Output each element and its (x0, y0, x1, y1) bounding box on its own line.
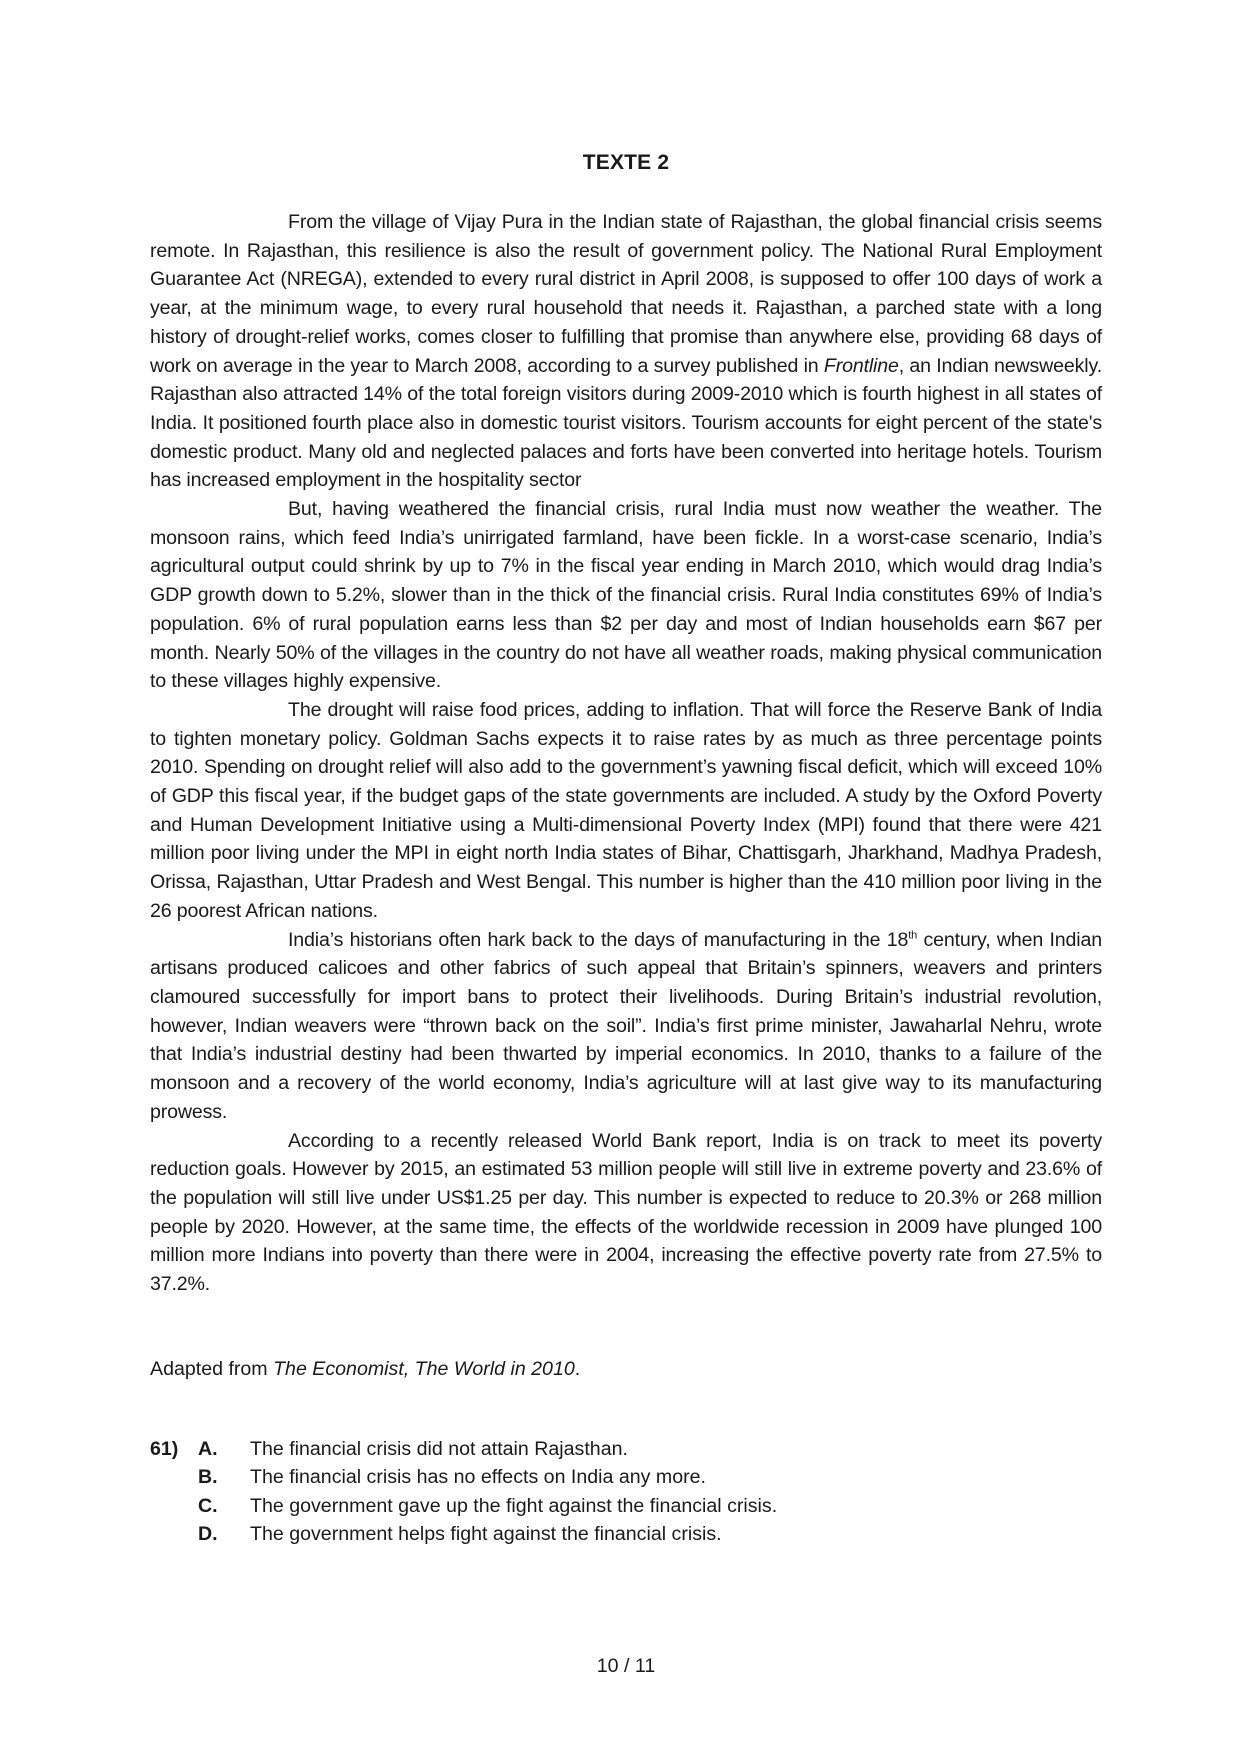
question-option-d (150, 1520, 1102, 1548)
option-letter: A. (198, 1438, 218, 1460)
paragraph-1-text-continued: , an Indian newsweekly. Rajasthan also attracted 14% of the total foreign visitors during 2009-2010 which is fourth highest in all states of India. It positioned fourth place also in domestic tourist visitors. Tourism accounts for eight percent of the state's domestic product. Many old and neglected palaces and forts have been converted into heritage hotels. Tourism has increased employment in the hospitality sector (150, 354, 1102, 492)
paragraph-4-text-continued: century, when Indian artisans produced calicoes and other fabrics of such appeal that Britain’s spinners, weavers and printers clamoured successfully for import bans to protect their livelihoods. During Britain’s industrial revolution, however, Indian weavers were “thrown back on the soil”. India’s first prime minister, Jawaharlal Nehru, wrote that India’s industrial destiny had been thwarted by imperial economics. In 2010, thanks to a failure of the monsoon and a recovery of the world economy, India’s agriculture will at last give way to its manufacturing prowess. (150, 928, 1102, 1123)
option-text: The financial crisis has no effects on India any more. (250, 1466, 706, 1489)
option-letter: C. (198, 1494, 218, 1517)
page-title: TEXTE 2 (582, 151, 670, 174)
source-publication: The Economist, The World in 2010 (273, 1358, 575, 1380)
source-prefix: Adapted from (150, 1358, 274, 1380)
article-body (150, 208, 1102, 1299)
source-suffix: . (574, 1358, 581, 1380)
source-citation (150, 1355, 580, 1383)
paragraph-5: According to a recently released World Bank report, India is on track to meet its poverty reduction goals. However by 2015, an estimated 53 million people will still live in extreme poverty and 23.6% of the population will still live under US$1.25 per day. This number is expected to reduce to 20.3% or 268 million people by 2020. However, at the same time, the effects of the worldwide recession in 2009 have plunged 100 million more Indians into poverty than there were in 2004, increasing the effective poverty rate from 27.5% to 37.2%. (150, 1129, 1102, 1296)
question-option-b (150, 1463, 1102, 1491)
ordinal-superscript: th (908, 929, 918, 942)
paragraph-1-text: From the village of Vijay Pura in the Indian state of Rajasthan, the global financial crisis seems remote. In Rajasthan, this resilience is also the result of government policy. The National Rural Employment Guarantee Act (NREGA), extended to every rural district in April 2008, is supposed to offer 100 days of work a year, at the minimum wage, to every rural household that needs it. Rajasthan, a parched state with a long history of drought-relief works, comes closer to fulfilling that promise than anywhere else, providing 68 days of work on average in the year to March 2008, according to a survey published in (150, 211, 1102, 377)
question-option-a (150, 1435, 1102, 1463)
paragraph-1 (150, 208, 1102, 495)
paragraph-2: But, having weathered the financial crisis, rural India must now weather the weather. The monsoon rains, which feed India’s unirrigated farmland, have been fickle. In a worst-case scenario, India’s agricultural output could shrink by up to 7% in the fiscal year ending in March 2010, which would drag India’s GDP growth down to 5.2%, slower than in the thick of the financial crisis. Rural India constitutes 69% of India’s population. 6% of rural population earns less than $2 per day and most of Indian households earn $67 per month. Nearly 50% of the villages in the country do not have all weather roads, making physical communication to these villages highly expensive. (150, 498, 1102, 693)
page-number: 10 / 11 (596, 1655, 656, 1677)
option-text: The government helps fight against the financial crisis. (250, 1522, 722, 1545)
question-61 (150, 1435, 1102, 1548)
option-letter: B. (198, 1466, 218, 1489)
option-text: The financial crisis did not attain Rajasthan. (250, 1438, 628, 1460)
document-page (150, 0, 1102, 1754)
option-text: The government gave up the fight against the financial crisis. (250, 1494, 778, 1517)
paragraph-3: The drought will raise food prices, adding to inflation. That will force the Reserve Bank of India to tighten monetary policy. Goldman Sachs expects it to raise rates by as much as three percentage points 2010. Spending on drought relief will also add to the government’s yawning fiscal deficit, which will exceed 10% of GDP this fiscal year, if the budget gaps of the state governments are included. A study by the Oxford Poverty and Human Development Initiative using a Multi-dimensional Poverty Index (MPI) found that there were 421 million poor living under the MPI in eight north India states of Bihar, Chattisgarh, Jharkhand, Madhya Pradesh, Orissa, Rajasthan, Uttar Pradesh and West Bengal. This number is higher than the 410 million poor living in the 26 poorest African nations. (150, 698, 1102, 922)
publication-name-frontline: Frontline (823, 354, 899, 377)
option-letter: D. (198, 1522, 218, 1545)
question-number: 61) (150, 1438, 179, 1460)
paragraph-4-text: India’s historians often hark back to the days of manufacturing in the 18 (288, 928, 909, 951)
question-option-c (150, 1492, 1102, 1520)
paragraph-4 (150, 926, 1102, 1127)
